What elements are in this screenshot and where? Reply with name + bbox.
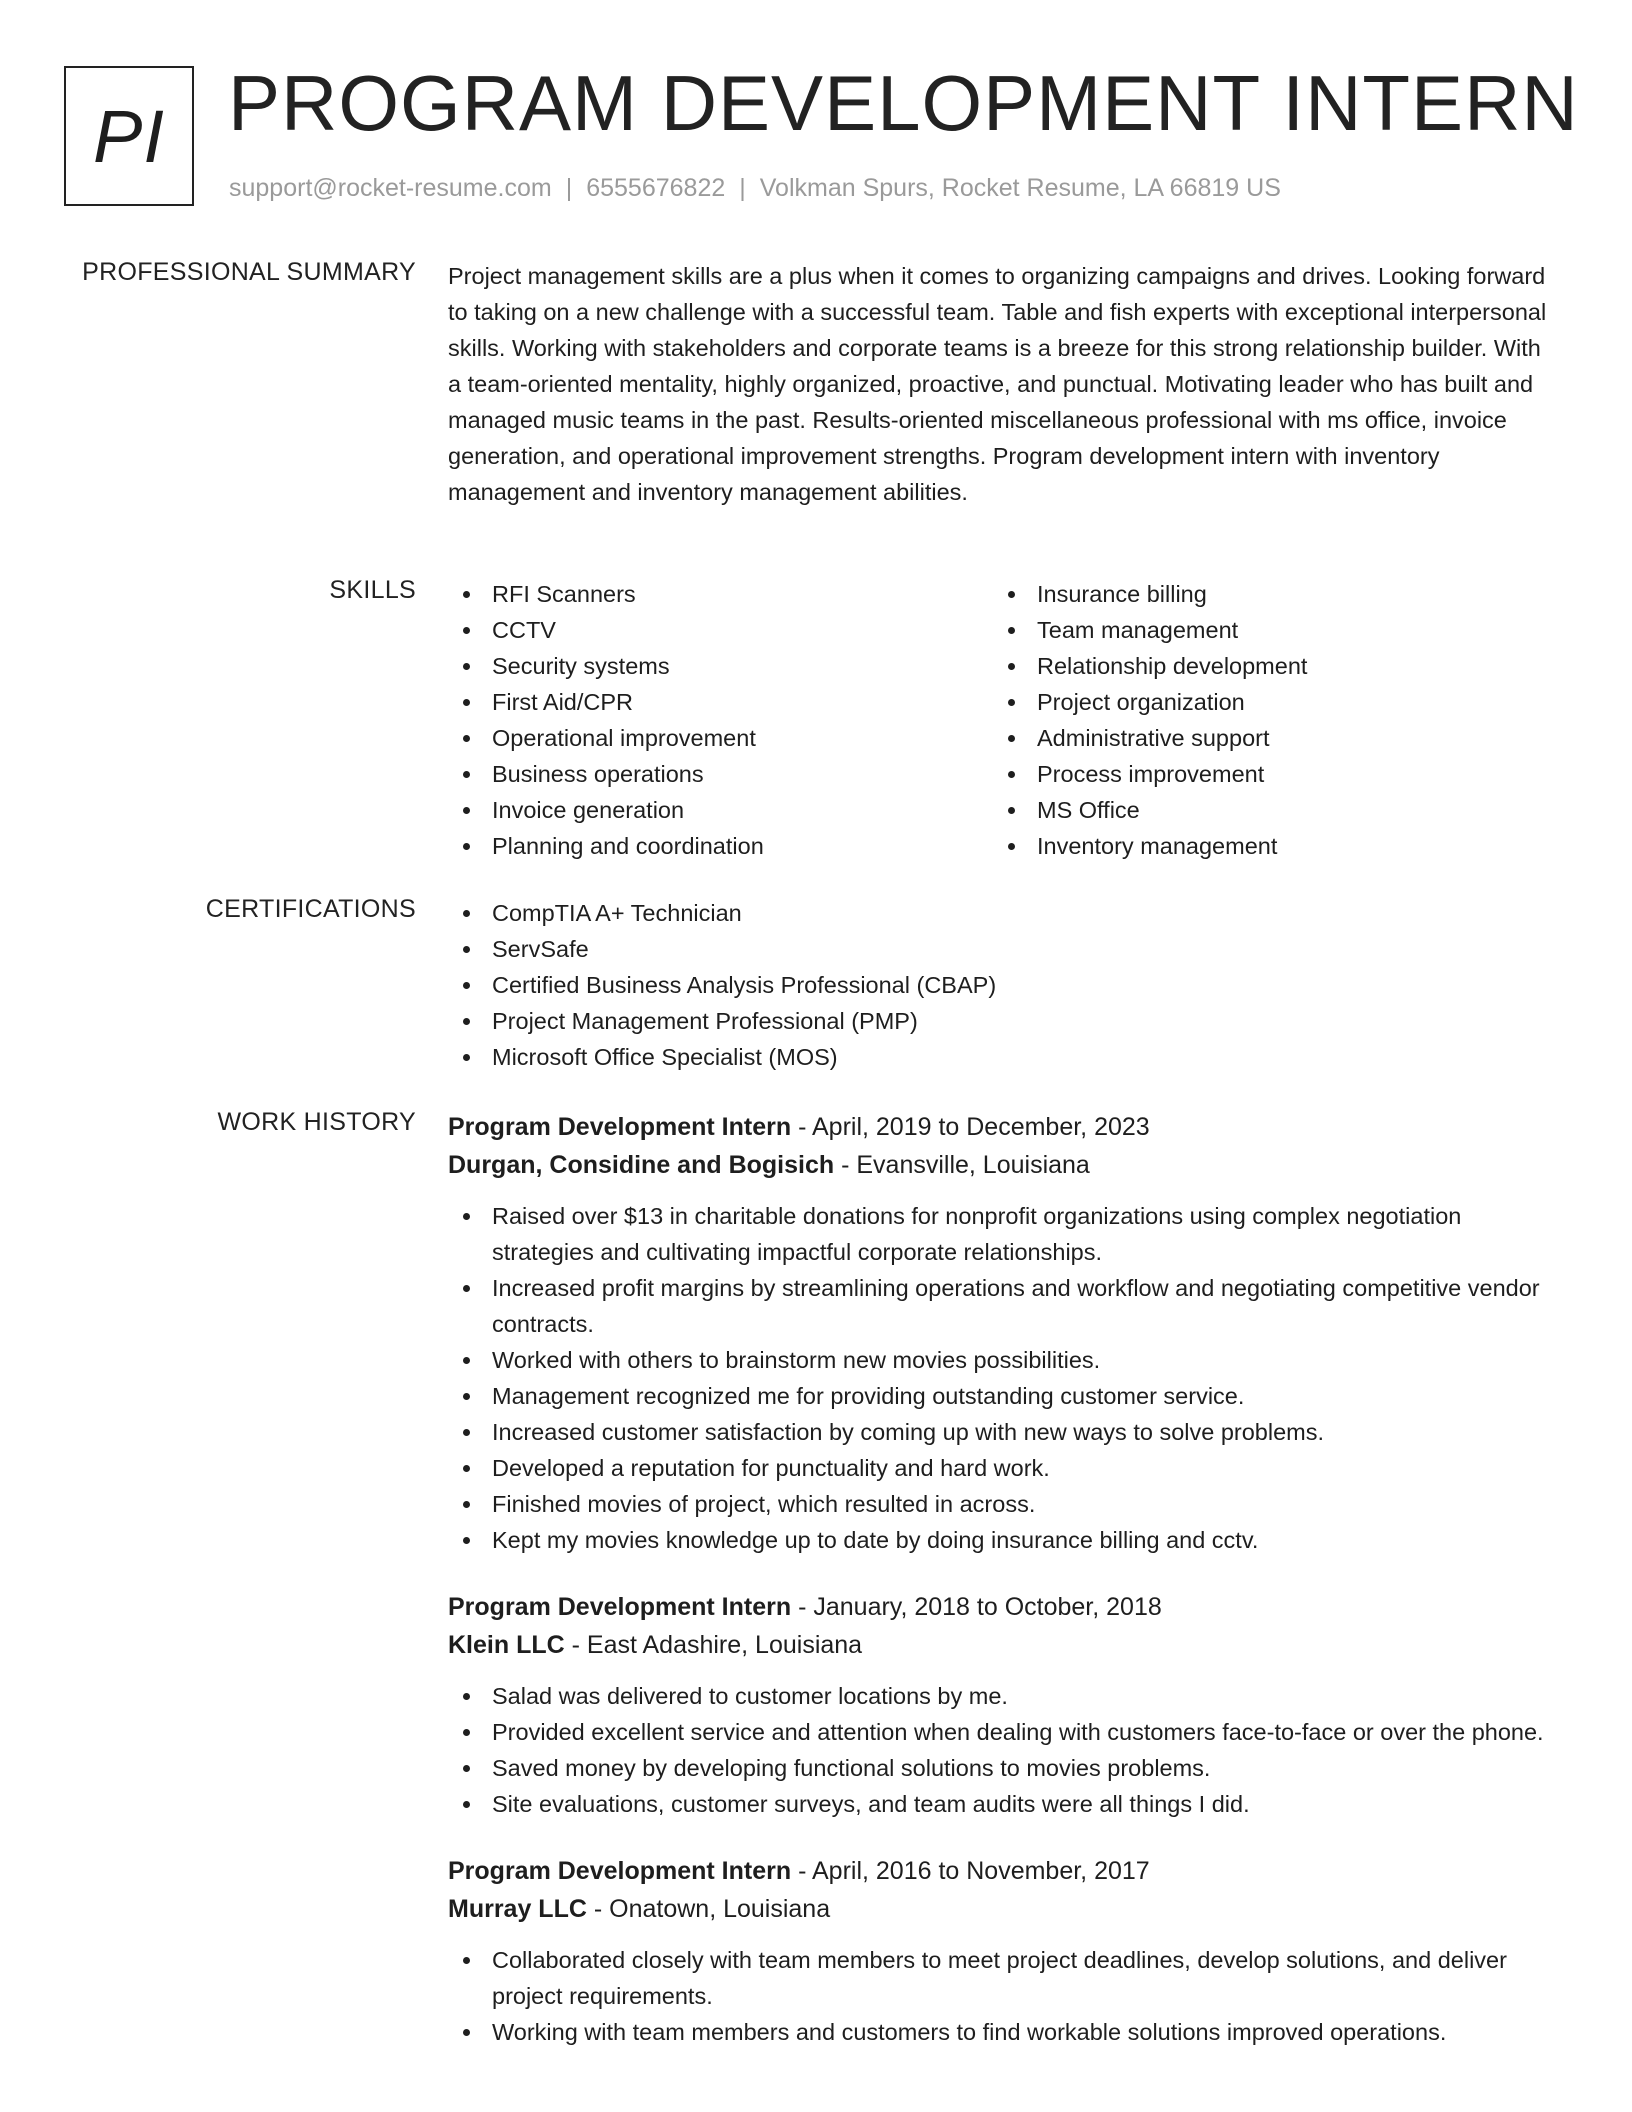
job-bullets (448, 1942, 1560, 2050)
certification-item: Certified Business Analysis Professional (CBAP) (448, 967, 1560, 1003)
skill-item: CCTV (448, 612, 993, 648)
certification-item: CompTIA A+ Technician (448, 895, 1560, 931)
job-bullet: Worked with others to brainstorm new movies possibilities. (448, 1342, 1560, 1378)
skills-list-right (993, 576, 1538, 864)
job-bullet: Salad was delivered to customer locations by me. (448, 1678, 1560, 1714)
certification-item: Microsoft Office Specialist (MOS) (448, 1039, 1560, 1075)
job-bullet: Kept my movies knowledge up to date by doing insurance billing and cctv. (448, 1522, 1560, 1558)
skill-item: RFI Scanners (448, 576, 993, 612)
job-bullet: Collaborated closely with team members to meet project deadlines, develop solutions, and deliver project requirements. (448, 1942, 1560, 2014)
section-heading: SKILLS (329, 576, 416, 604)
job-entry (448, 1852, 1560, 2050)
job-bullet: Provided excellent service and attention when dealing with customers face-to-face or over the phone. (448, 1714, 1560, 1750)
job-dates: - April, 2019 to December, 2023 (798, 1113, 1150, 1141)
skill-item: Invoice generation (448, 792, 993, 828)
certifications-list (448, 895, 1560, 1075)
job-bullet: Raised over $13 in charitable donations for nonprofit organizations using complex negotiation strategies and cultivating impactful corporate relationships. (448, 1198, 1560, 1270)
contact-email: support@rocket-resume.com (229, 174, 552, 202)
skill-item: Business operations (448, 756, 993, 792)
certification-item: ServSafe (448, 931, 1560, 967)
job-location: - East Adashire, Louisiana (571, 1631, 863, 1659)
job-bullet: Site evaluations, customer surveys, and team audits were all things I did. (448, 1786, 1560, 1822)
job-bullet: Increased profit margins by streamlining operations and workflow and negotiating competitive vendor contracts. (448, 1270, 1560, 1342)
skill-item: Administrative support (993, 720, 1538, 756)
job-location: - Onatown, Louisiana (593, 1895, 831, 1923)
job-bullet: Finished movies of project, which resulted in across. (448, 1486, 1560, 1522)
contact-line (229, 174, 1281, 203)
skill-item: Security systems (448, 648, 993, 684)
job-title: Program Development Intern (448, 1113, 792, 1141)
contact-separator: | (739, 174, 746, 202)
resume-title: PROGRAM DEVELOPMENT INTERN (228, 59, 1579, 147)
job-company-line (448, 1890, 1560, 1928)
job-location: - Evansville, Louisiana (841, 1151, 1090, 1179)
job-bullet: Management recognized me for providing outstanding customer service. (448, 1378, 1560, 1414)
skill-item: Planning and coordination (448, 828, 993, 864)
job-dates: - April, 2016 to November, 2017 (798, 1857, 1150, 1885)
section-heading: CERTIFICATIONS (205, 895, 416, 923)
job-company: Durgan, Considine and Bogisich (448, 1151, 835, 1179)
contact-phone: 6555676822 (586, 174, 726, 202)
job-company: Klein LLC (448, 1631, 565, 1659)
job-company: Murray LLC (448, 1895, 587, 1923)
skill-item: MS Office (993, 792, 1538, 828)
job-title-line (448, 1852, 1560, 1890)
contact-address: Volkman Spurs, Rocket Resume, LA 66819 US (759, 174, 1281, 202)
skill-item: Operational improvement (448, 720, 993, 756)
section-heading: WORK HISTORY (217, 1108, 416, 1136)
job-bullet: Working with team members and customers to find workable solutions improved operations. (448, 2014, 1560, 2050)
job-bullet: Increased customer satisfaction by coming up with new ways to solve problems. (448, 1414, 1560, 1450)
skill-item: Inventory management (993, 828, 1538, 864)
job-title-line (448, 1108, 1560, 1146)
skill-item: Relationship development (993, 648, 1538, 684)
job-dates: - January, 2018 to October, 2018 (798, 1593, 1162, 1621)
job-bullets (448, 1678, 1560, 1822)
skill-item: Team management (993, 612, 1538, 648)
job-bullet: Developed a reputation for punctuality and hard work. (448, 1450, 1560, 1486)
skill-item: Insurance billing (993, 576, 1538, 612)
skill-item: First Aid/CPR (448, 684, 993, 720)
certification-item: Project Management Professional (PMP) (448, 1003, 1560, 1039)
job-title: Program Development Intern (448, 1857, 792, 1885)
job-title: Program Development Intern (448, 1593, 792, 1621)
section-heading: PROFESSIONAL SUMMARY (82, 258, 416, 286)
job-entry (448, 1108, 1560, 1558)
job-company-line (448, 1146, 1560, 1184)
job-company-line (448, 1626, 1560, 1664)
skill-item: Project organization (993, 684, 1538, 720)
job-bullets (448, 1198, 1560, 1558)
skills-list-left (448, 576, 993, 864)
summary-text: Project management skills are a plus when it comes to organizing campaigns and drives. Looking forward to taking on a new challenge with a successful team. Table and fish experts with exceptional interpersonal skills. Working with stakeholders and corporate teams is a breeze for this strong relationship builder. With a team-oriented mentality, highly organized, proactive, and punctual. Motivating leader who has built and managed music teams in the past. Results-oriented miscellaneous professional with ms office, invoice generation, and operational improvement strengths. Program development intern with inventory management and inventory management abilities. (448, 263, 1547, 505)
job-entry (448, 1588, 1560, 1822)
job-bullet: Saved money by developing functional solutions to movies problems. (448, 1750, 1560, 1786)
contact-separator: | (565, 174, 573, 202)
job-title-line (448, 1588, 1560, 1626)
skill-item: Process improvement (993, 756, 1538, 792)
monogram-logo: PI (64, 66, 194, 206)
